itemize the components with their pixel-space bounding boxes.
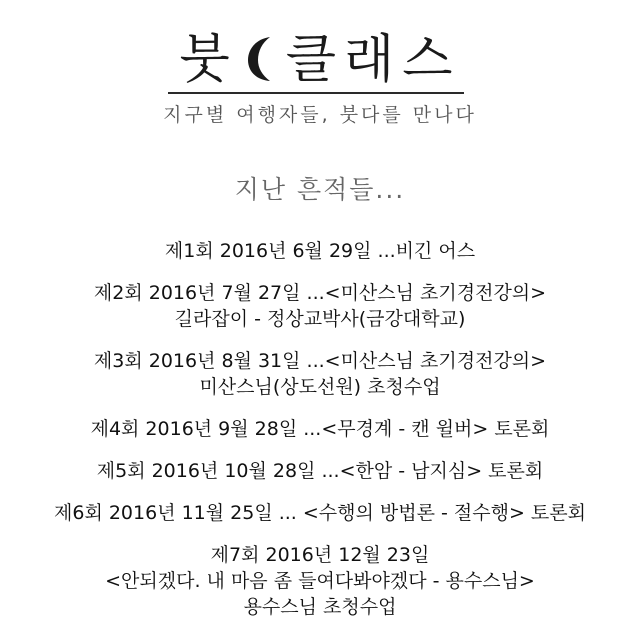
event-line: 제3회 2016년 8월 31일 ...<미산스님 초기경전강의> (93, 350, 547, 372)
brand-logo (0, 30, 640, 90)
event-line: 길라잡이 - 정상교박사(금강대학교) (174, 308, 466, 330)
event-line: 미산스님(상도선원) 초청수업 (199, 376, 441, 398)
event-item-6 (0, 500, 640, 526)
event-list (0, 238, 640, 636)
event-line: 제5회 2016년 10월 28일 ...<한암 - 남지심> 토론회 (96, 460, 544, 482)
logo-divider (168, 92, 464, 94)
event-line: 용수스님 초청수업 (243, 596, 397, 618)
event-line: 제6회 2016년 11월 25일 ... <수행의 방법론 - 절수행> 토론회 (54, 502, 586, 524)
event-item-2 (0, 280, 640, 332)
event-line: 제7회 2016년 12월 23일 (210, 544, 430, 566)
event-line: 제2회 2016년 7월 27일 ...<미산스님 초기경전강의> (93, 282, 547, 304)
event-item-1 (0, 238, 640, 264)
event-line: 제1회 2016년 6월 29일 ...비긴 어스 (164, 240, 476, 262)
section-title: 지난 흔적들... (234, 175, 406, 204)
brand-logo-right: 클래스 (285, 30, 461, 90)
crescent-moon-icon (242, 33, 282, 83)
event-item-4 (0, 416, 640, 442)
brand-tagline: 지구별 여행자들, 붓다를 만나다 (163, 104, 477, 126)
event-item-3 (0, 348, 640, 400)
event-item-5 (0, 458, 640, 484)
event-line: 제4회 2016년 9월 28일 ...<무경계 - 캔 윌버> 토론회 (90, 418, 550, 440)
brand-logo-text (180, 30, 461, 90)
brand-logo-left: 붓 (179, 30, 238, 90)
event-item-7 (0, 542, 640, 620)
event-line: <안되겠다. 내 마음 좀 들여다봐야겠다 - 용수스님> (105, 570, 535, 592)
